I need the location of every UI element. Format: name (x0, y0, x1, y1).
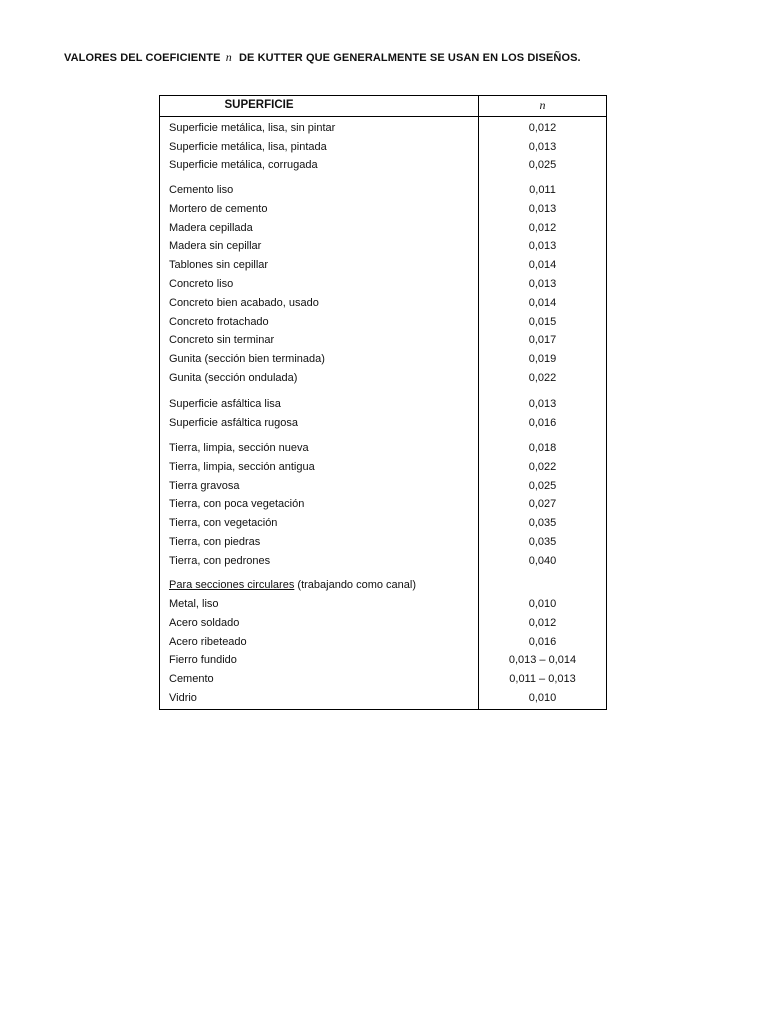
title-n-symbol: n (225, 50, 232, 64)
table-row (160, 396, 606, 412)
table-row (160, 257, 606, 273)
table-row (160, 220, 606, 236)
header-divider (160, 116, 606, 117)
n-value-cell: 0,013 (528, 278, 557, 290)
table-row (160, 534, 606, 550)
surface-cell: Madera cepillada (169, 221, 253, 234)
n-value-cell: 0,040 (528, 554, 557, 567)
n-value-cell: 0,013 (528, 240, 557, 253)
surface-cell: Acero ribeteado (169, 635, 247, 648)
table-row (160, 652, 606, 668)
n-value-cell: 0,025 (528, 159, 557, 171)
table-row (160, 690, 606, 706)
surface-cell: Superficie asfáltica rugosa (169, 416, 299, 429)
title-suffix: DE KUTTER QUE GENERALMENTE SE USAN EN LOS DISEÑOS. (238, 52, 581, 64)
n-value-cell: 0,035 (528, 517, 557, 530)
surface-cell: Superficie metálica, lisa, pintada (169, 140, 327, 153)
n-value-cell: 0,013 (528, 140, 557, 153)
n-value-cell: 0,013 – 0,014 (508, 654, 577, 667)
surface-cell: Vidrio (169, 692, 197, 704)
circular-sections-label-rest: (trabajando como canal) (294, 579, 417, 591)
table-row (160, 596, 606, 612)
n-value-cell: 0,010 (528, 598, 557, 610)
surface-cell: Concreto bien acabado, usado (169, 296, 319, 309)
n-value-cell: 0,016 (528, 416, 557, 429)
table-row (160, 370, 606, 386)
n-value-cell: 0,022 (528, 372, 557, 384)
table-row (160, 332, 606, 348)
page-title (64, 50, 581, 65)
surface-cell: Metal, liso (169, 598, 219, 610)
table-row (160, 553, 606, 569)
table-row (160, 314, 606, 330)
n-value-cell: 0,012 (528, 122, 557, 134)
table-row (160, 157, 606, 173)
n-value-cell: 0,035 (528, 536, 557, 548)
n-value-cell: 0,016 (528, 635, 557, 648)
surface-cell: Superficie metálica, corrugada (169, 159, 318, 171)
table-row (160, 276, 606, 292)
table-row (160, 238, 606, 254)
circular-sections-label (169, 577, 416, 593)
n-value-cell: 0,019 (528, 353, 557, 366)
surface-cell: Acero soldado (169, 616, 240, 629)
table-row (160, 671, 606, 687)
surface-cell: Tierra, con poca vegetación (169, 498, 305, 511)
n-value-cell: 0,012 (528, 616, 557, 629)
surface-cell: Cemento (169, 673, 214, 686)
n-value-cell: 0,022 (528, 460, 557, 473)
surface-cell: Superficie asfáltica lisa (169, 398, 281, 410)
surface-cell: Gunita (sección bien terminada) (169, 353, 325, 366)
surface-cell: Tierra, limpia, sección nueva (169, 442, 309, 454)
surface-cell: Tierra, limpia, sección antigua (169, 460, 315, 473)
kutter-table (159, 95, 607, 710)
n-value-cell: 0,013 (528, 398, 557, 410)
table-row (160, 415, 606, 431)
n-value-cell: 0,025 (528, 479, 557, 492)
table-row (160, 496, 606, 512)
header-n: n (539, 98, 546, 112)
surface-cell: Concreto liso (169, 278, 234, 290)
table-row (160, 120, 606, 136)
circular-sections-label-underlined: Para secciones circulares (169, 579, 295, 591)
surface-cell: Gunita (sección ondulada) (169, 372, 298, 384)
n-value-cell: 0,014 (528, 296, 557, 309)
title-prefix: VALORES DEL COEFICIENTE (64, 52, 221, 64)
table-row (160, 478, 606, 494)
n-value-cell: 0,017 (528, 334, 557, 347)
surface-cell: Mortero de cemento (169, 202, 268, 215)
table-row (160, 615, 606, 631)
n-value-cell: 0,010 (528, 692, 557, 704)
header-surface: SUPERFICIE (224, 99, 294, 111)
table-row (160, 182, 606, 198)
table-row (160, 351, 606, 367)
n-value-cell: 0,027 (528, 498, 557, 511)
table-row (160, 634, 606, 650)
surface-cell: Concreto sin terminar (169, 334, 275, 347)
surface-cell: Tierra, con vegetación (169, 517, 278, 530)
surface-cell: Superficie metálica, lisa, sin pintar (169, 122, 336, 134)
table-row (160, 139, 606, 155)
n-value-cell: 0,013 (528, 202, 557, 215)
n-value-cell: 0,011 – 0,013 (509, 673, 576, 686)
table-row (160, 515, 606, 531)
table-row (160, 440, 606, 456)
surface-cell: Cemento liso (169, 184, 234, 196)
surface-cell: Tierra gravosa (169, 479, 240, 492)
surface-cell: Madera sin cepillar (169, 240, 262, 253)
n-value-cell: 0,014 (528, 259, 557, 272)
table-row (160, 295, 606, 311)
table-row (160, 201, 606, 217)
surface-cell: Fierro fundido (169, 654, 237, 667)
n-value-cell: 0,015 (528, 315, 557, 328)
surface-cell: Concreto frotachado (169, 315, 269, 328)
surface-cell: Tablones sin cepillar (169, 259, 269, 272)
table-row (160, 459, 606, 475)
n-value-cell: 0,012 (528, 221, 557, 234)
surface-cell: Tierra, con piedras (169, 536, 261, 548)
n-value-cell: 0,011 (529, 184, 556, 196)
surface-cell: Tierra, con pedrones (169, 554, 271, 567)
n-value-cell: 0,018 (528, 442, 557, 454)
